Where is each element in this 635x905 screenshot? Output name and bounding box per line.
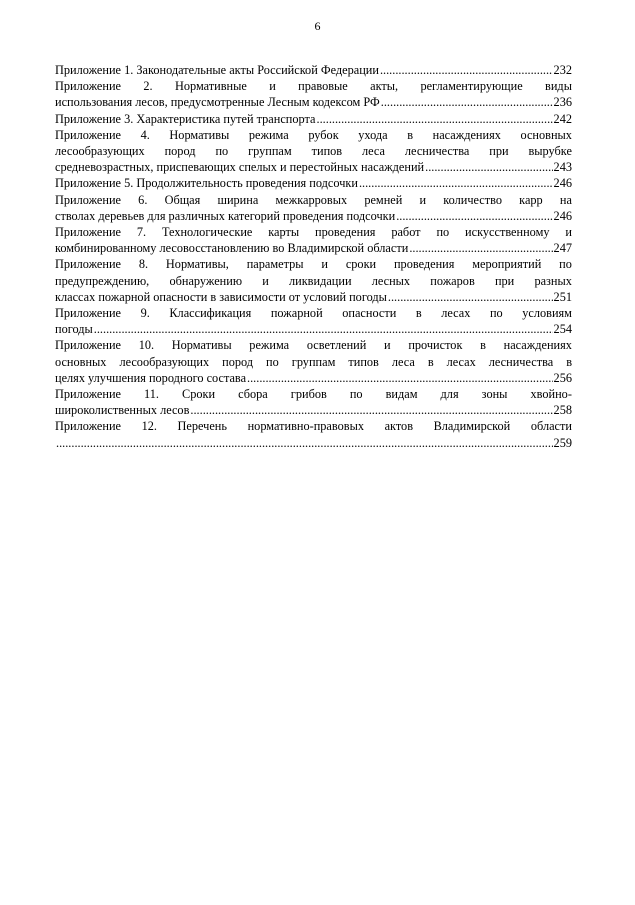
- dot-leader: [359, 175, 553, 191]
- toc-page-number: 236: [553, 95, 572, 110]
- toc-entry-last-line: [55, 289, 572, 305]
- toc-entry-title: комбинированному лесовосстановлению во Владимирской области: [55, 241, 409, 256]
- toc-entry-line: Приложение 6. Общая ширина межкарровых ремней и количество карр на: [55, 192, 572, 207]
- toc-entry-last-line: [55, 402, 572, 418]
- toc-entry-last-line: [55, 175, 572, 191]
- toc-entry-last-line: [55, 94, 572, 110]
- toc-entry-line: Приложение 9. Классификация пожарной опасности в лесах по условиям: [55, 306, 572, 321]
- toc-page-number: 258: [553, 403, 572, 418]
- dot-leader: [94, 321, 553, 337]
- toc-entry-title: целях улучшения породного состава: [55, 370, 247, 385]
- toc-entry-line: Приложение 2. Нормативные и правовые акты, регламентирующие виды: [55, 79, 572, 94]
- toc-entry-line: Приложение 11. Сроки сбора грибов по видам для зоны хвойно-: [55, 387, 572, 402]
- toc-page-number: 259: [553, 435, 572, 450]
- toc-entry-line: лесообразующих пород по группам типов леса лесничества при вырубке: [55, 144, 572, 159]
- dot-leader: [247, 370, 553, 386]
- toc-entry-last-line: [55, 111, 572, 127]
- toc-entry-title: стволах деревьев для различных категорий проведения подсочки: [55, 208, 396, 223]
- dot-leader: [56, 435, 553, 451]
- toc-entry[interactable]: [55, 224, 572, 256]
- toc-entry-last-line: [55, 62, 572, 78]
- dot-leader: [425, 159, 552, 175]
- toc-page-number: 246: [553, 176, 572, 191]
- toc-entry-line: Приложение 4. Нормативы режима рубок ухода в насаждениях основных: [55, 127, 572, 142]
- toc-page-number: 247: [553, 241, 572, 256]
- toc-entry-line: предупреждению, обнаружению и ликвидации лесных пожаров при разных: [55, 273, 572, 288]
- toc-entry[interactable]: [55, 256, 572, 305]
- toc-entry-last-line: [55, 435, 572, 451]
- toc-entry-title: классах пожарной опасности в зависимости от условий погоды: [55, 289, 387, 304]
- toc-entry[interactable]: [55, 418, 572, 450]
- toc-entry-last-line: [55, 159, 572, 175]
- toc-entry[interactable]: [55, 192, 572, 224]
- toc-entry-title: Приложение 3. Характеристика путей транспорта: [55, 111, 316, 126]
- toc-entry-title: Приложение 5. Продолжительность проведения подсочки: [55, 176, 358, 191]
- toc-entry-line: Приложение 12. Перечень нормативно-правовых актов Владимирской области: [55, 419, 572, 434]
- toc-page-number: 243: [553, 160, 572, 175]
- toc-page-number: 246: [553, 208, 572, 223]
- toc-entry[interactable]: [55, 111, 572, 127]
- toc-entry[interactable]: [55, 127, 572, 176]
- toc-page-number: 254: [553, 322, 572, 337]
- toc-page-number: 242: [553, 111, 572, 126]
- toc-entry-last-line: [55, 370, 572, 386]
- dot-leader: [409, 240, 552, 256]
- toc-entry-title: Приложение 1. Законодательные акты Российской Федерации: [55, 63, 379, 77]
- toc-entry[interactable]: [55, 386, 572, 418]
- toc-entry-title: погоды: [55, 322, 93, 337]
- toc-entry-last-line: [55, 321, 572, 337]
- dot-leader: [317, 111, 553, 127]
- toc-entry-last-line: [55, 240, 572, 256]
- toc-entry-line: Приложение 8. Нормативы, параметры и сроки проведения мероприятий по: [55, 257, 572, 272]
- toc-entry-line: основных лесообразующих пород по группам типов леса в лесах лесничества в: [55, 354, 572, 369]
- table-of-contents: [55, 62, 572, 451]
- toc-entry-line: Приложение 10. Нормативы режима осветлений и прочисток в насаждениях: [55, 338, 572, 353]
- toc-entry-title: средневозрастных, приспевающих спелых и перестойных насаждений: [55, 160, 425, 175]
- page-number: 6: [314, 19, 321, 33]
- toc-entry[interactable]: [55, 62, 572, 78]
- toc-page-number: 232: [553, 63, 572, 77]
- toc-entry[interactable]: [55, 337, 572, 386]
- toc-entry-title: использования лесов, предусмотренные Лесным кодексом РФ: [55, 95, 380, 110]
- dot-leader: [388, 289, 553, 305]
- dot-leader: [396, 208, 552, 224]
- toc-page-number: 256: [553, 370, 572, 385]
- toc-entry[interactable]: [55, 78, 572, 110]
- dot-leader: [380, 62, 553, 78]
- toc-entry-title: широколиственных лесов: [55, 403, 190, 418]
- toc-entry-last-line: [55, 208, 572, 224]
- toc-entry[interactable]: [55, 175, 572, 191]
- toc-entry[interactable]: [55, 305, 572, 337]
- dot-leader: [381, 94, 553, 110]
- toc-entry-line: Приложение 7. Технологические карты проведения работ по искусственному и: [55, 225, 572, 240]
- dot-leader: [190, 402, 552, 418]
- toc-page-number: 251: [553, 289, 572, 304]
